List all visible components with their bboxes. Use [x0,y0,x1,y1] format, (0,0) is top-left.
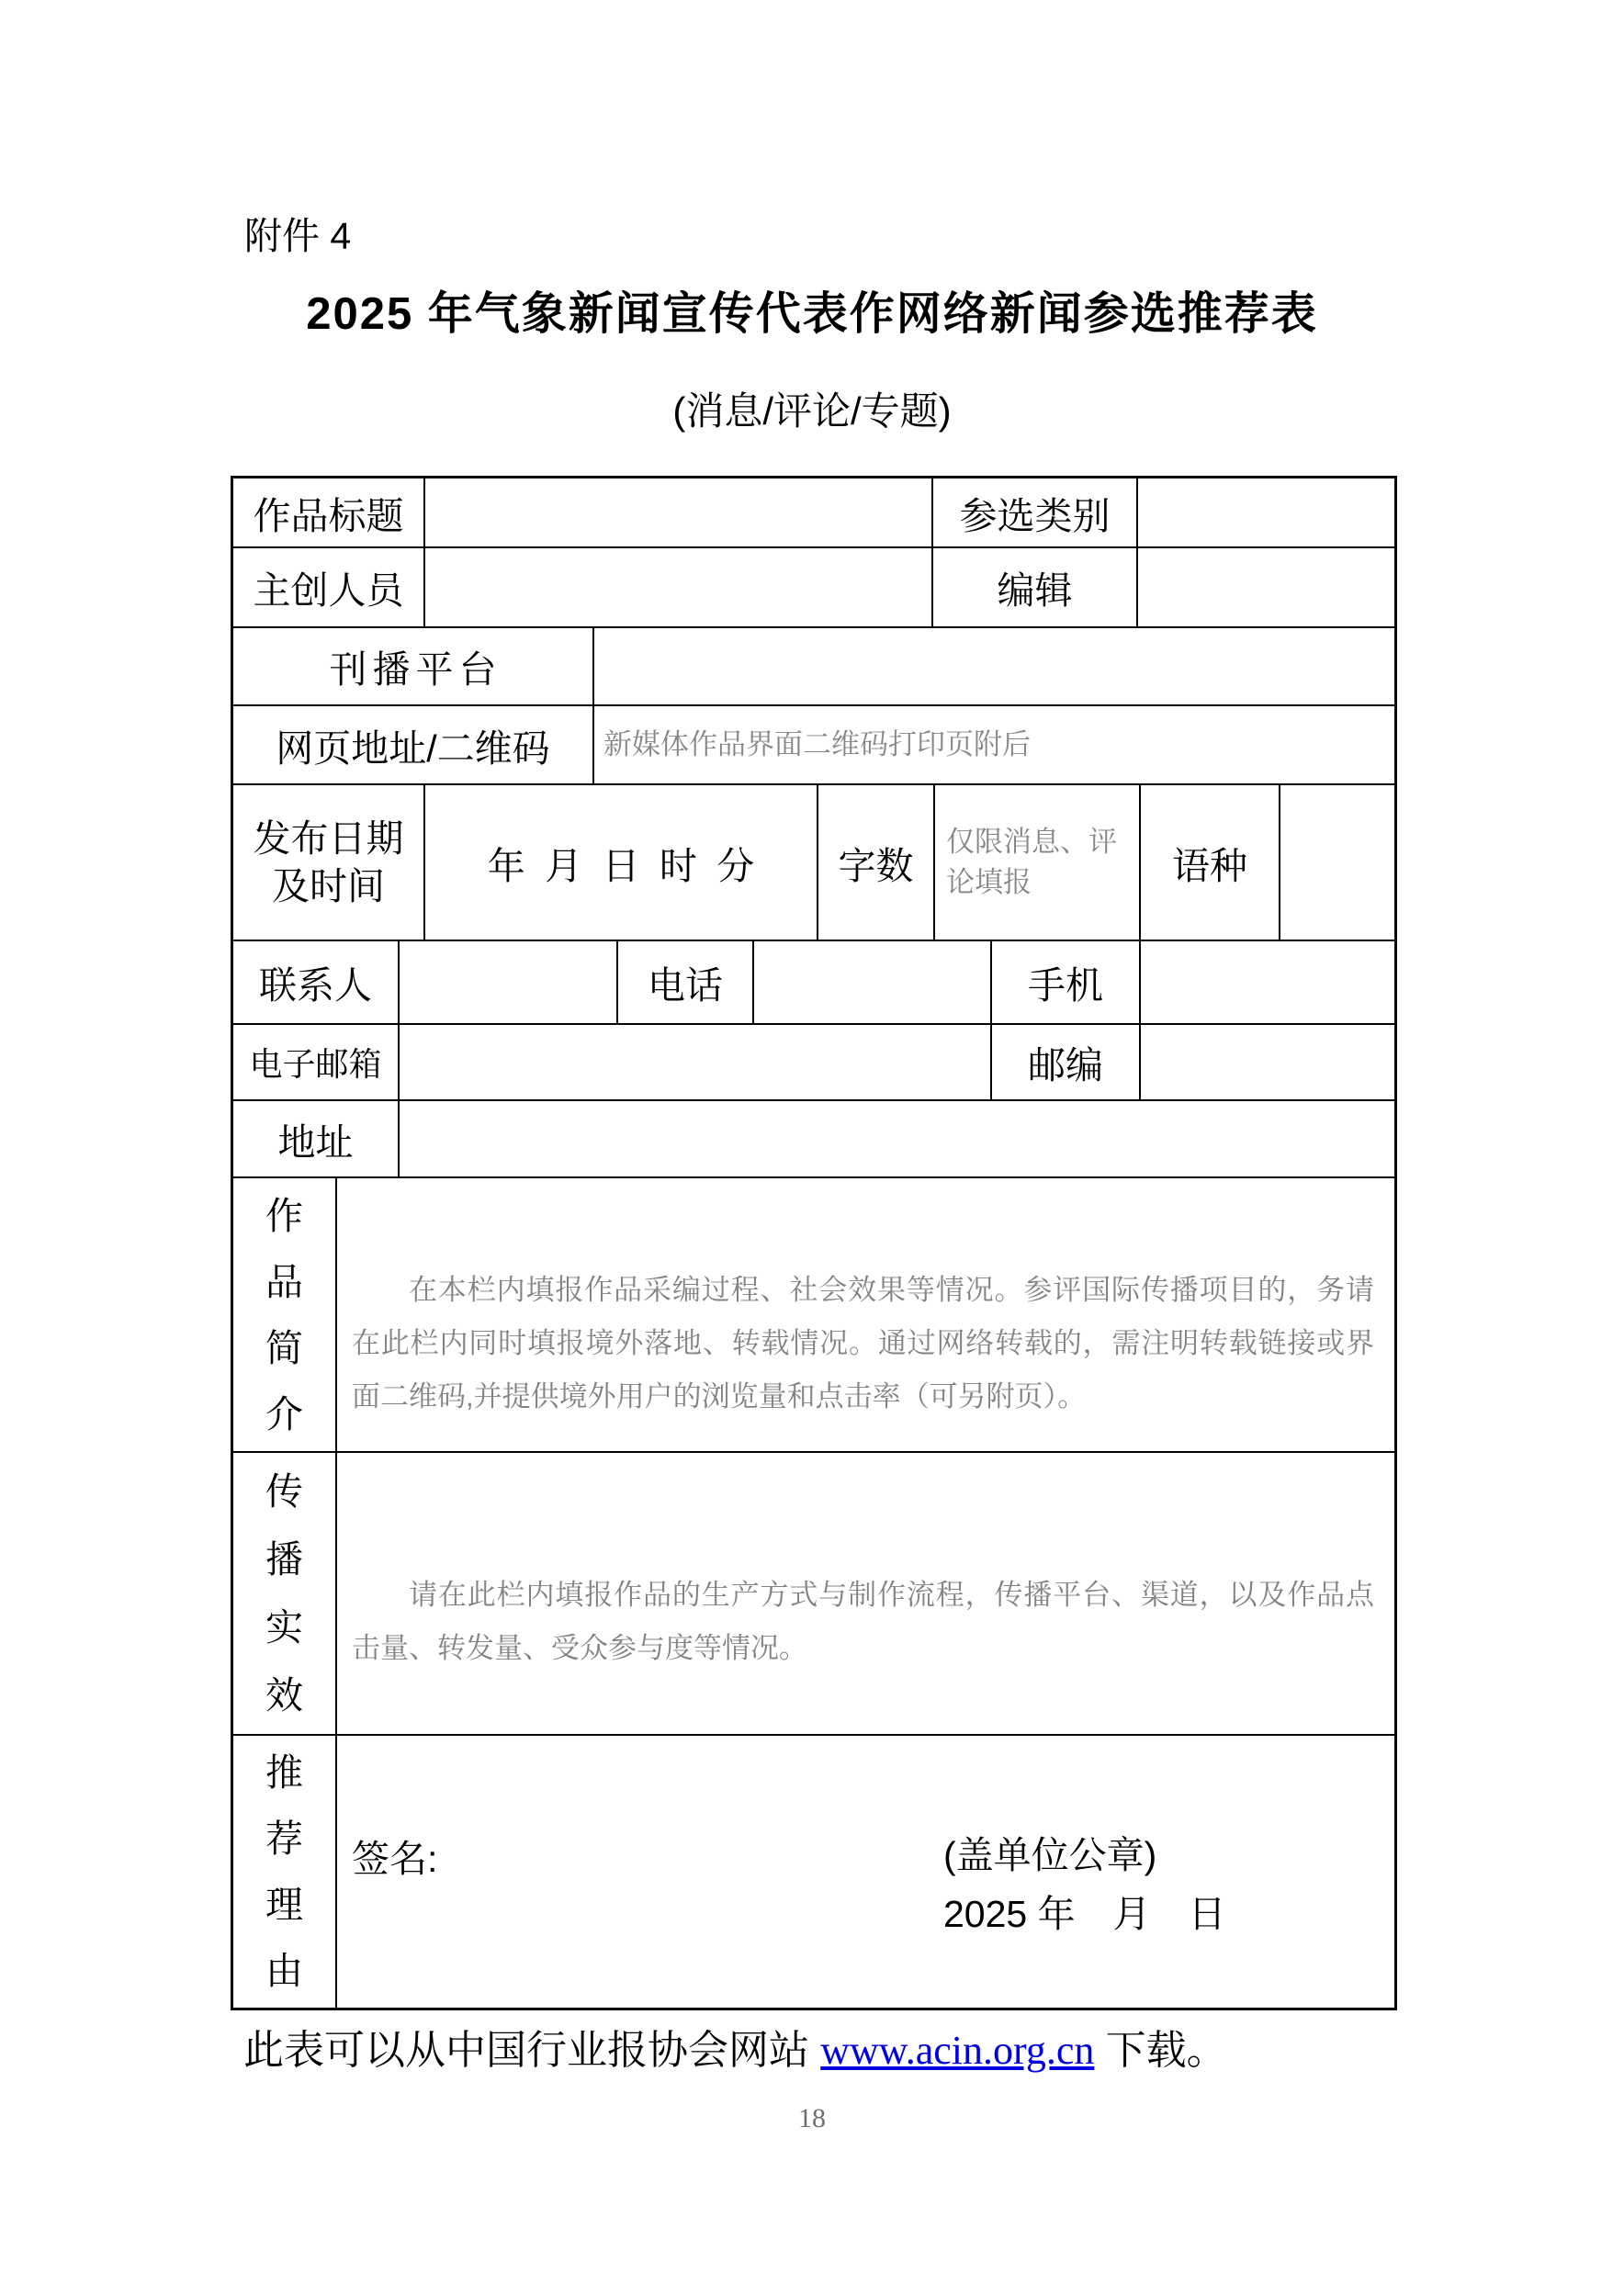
row-dissemination-effect [233,1453,1394,1736]
official-seal-note: (盖单位公章) [943,1834,1157,1876]
work-title-label: 作品标题 [233,478,425,546]
date-line: 2025 年 月 日 [943,1893,1226,1935]
email-label: 电子邮箱 [233,1025,400,1099]
signature-label: 签名: [352,1838,438,1880]
address-value-cell [400,1101,1394,1176]
recommendation-reason-content-cell [337,1736,1394,2008]
work-summary-content-cell [337,1178,1394,1451]
dissemination-effect-content-cell [337,1453,1394,1734]
row-work-title [233,478,1394,548]
webpage-qrcode-label: 网页地址/二维码 [233,706,594,783]
row-email [233,1025,1394,1101]
phone-label: 电话 [618,941,754,1023]
dissemination-effect-label: 传播实效 [233,1453,337,1734]
creators-label: 主创人员 [233,548,425,626]
page-subtitle: (消息/评论/专题) [672,389,952,433]
mobile-value-cell [1141,941,1394,1023]
row-contact [233,941,1394,1025]
dissemination-effect-instructions: 请在此栏内填报作品的生产方式与制作流程，传播平台、渠道，以及作品点击量、转发量、受众参与度等情况。 [352,1579,1374,1664]
row-publish-datetime [233,785,1394,941]
download-note [243,2025,1227,2077]
work-title-value-cell [425,478,933,546]
word-count-value-cell [935,785,1141,940]
language-value-cell [1280,785,1394,940]
row-recommendation-reason [233,1736,1394,2008]
recommendation-reason-label: 推荐理由 [233,1736,337,2008]
seal-and-date-block [943,1826,1226,1943]
work-summary-label: 作品简介 [233,1178,337,1451]
webpage-qrcode-value-cell [594,706,1394,783]
entry-category-label: 参选类别 [933,478,1138,546]
platform-label: 刊播平台 [233,628,594,704]
row-creators [233,548,1394,628]
email-value-cell [400,1025,992,1099]
work-summary-instructions: 在本栏内填报作品采编过程、社会效果等情况。参评国际传播项目的，务请在此栏内同时填报境外落地、转载情况。通过网络转载的，需注明转载链接或界面二维码,并提供境外用户的浏览量和点击率（可另附页）。 [352,1274,1374,1412]
page-title: 2025 年气象新闻宣传代表作网络新闻参选推荐表 [306,289,1318,339]
mobile-label: 手机 [992,941,1141,1023]
page-number: 18 [798,2103,826,2133]
contact-person-value-cell [400,941,618,1023]
attachment-label: 附件 4 [244,215,352,257]
publish-datetime-value-cell: 年 月 日 时 分 [425,785,818,940]
editor-value-cell [1138,548,1394,626]
creators-value-cell [425,548,933,626]
editor-label: 编辑 [933,548,1138,626]
download-note-suffix: 下载。 [1094,2028,1227,2073]
platform-value-cell [594,628,1394,704]
row-platform [233,628,1394,706]
postcode-label: 邮编 [992,1025,1141,1099]
row-work-summary [233,1178,1394,1453]
row-address [233,1101,1394,1178]
contact-person-label: 联系人 [233,941,400,1023]
row-webpage-qrcode [233,706,1394,785]
word-count-label: 字数 [818,785,935,940]
recommendation-form-table [231,476,1397,2010]
entry-category-value-cell [1138,478,1394,546]
postcode-value-cell [1141,1025,1394,1099]
acin-website-link[interactable]: www.acin.org.cn [820,2028,1095,2073]
language-label: 语种 [1141,785,1280,940]
word-count-hint: 仅限消息、评论填报 [946,826,1117,898]
publish-datetime-label: 发布日期及时间 [233,785,425,940]
phone-value-cell [754,941,992,1023]
address-label: 地址 [233,1101,400,1176]
download-note-prefix: 此表可以从中国行业报协会网站 [243,2028,821,2073]
webpage-qrcode-hint: 新媒体作品界面二维码打印页附后 [603,728,1031,760]
